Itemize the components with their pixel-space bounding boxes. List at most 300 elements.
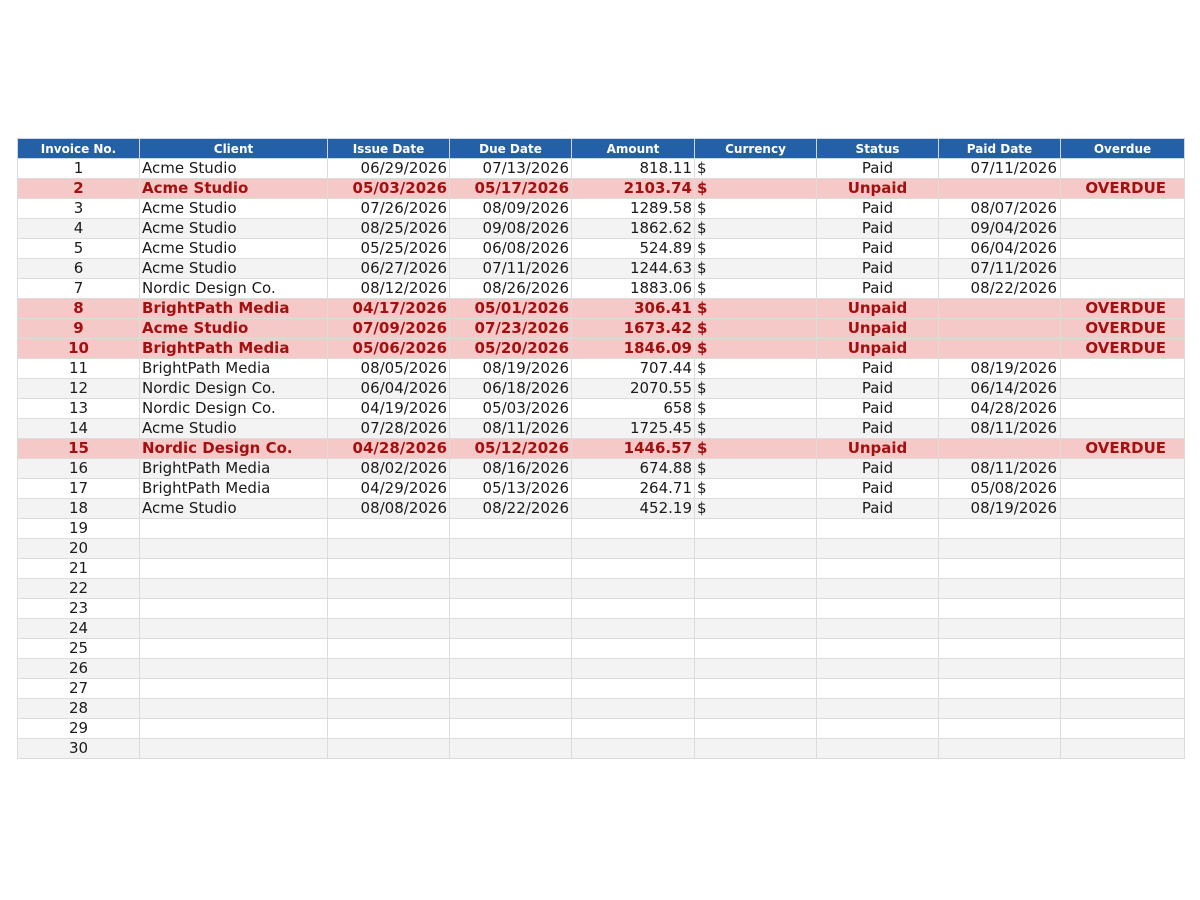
cell-paid-date[interactable]: [939, 539, 1061, 559]
cell-currency[interactable]: $: [695, 259, 817, 279]
cell-overdue-flag[interactable]: [1061, 219, 1185, 239]
table-row: [18, 499, 1185, 519]
cell-amount[interactable]: 1244.63: [572, 259, 695, 279]
cell-currency[interactable]: [695, 559, 817, 579]
cell-issue-date[interactable]: 05/25/2026: [328, 239, 450, 259]
cell-issue-date[interactable]: [328, 739, 450, 759]
cell-currency[interactable]: $: [695, 459, 817, 479]
cell-amount[interactable]: [572, 539, 695, 559]
cell-due-date[interactable]: 05/13/2026: [450, 479, 572, 499]
cell-invoice-no[interactable]: 28: [18, 699, 140, 719]
cell-invoice-no[interactable]: 1: [18, 159, 140, 179]
cell-due-date[interactable]: 06/08/2026: [450, 239, 572, 259]
cell-currency[interactable]: $: [695, 439, 817, 459]
cell-paid-date[interactable]: 06/14/2026: [939, 379, 1061, 399]
table-row: [18, 199, 1185, 219]
cell-status[interactable]: [817, 739, 939, 759]
cell-currency[interactable]: $: [695, 479, 817, 499]
cell-status[interactable]: Paid: [817, 459, 939, 479]
cell-client[interactable]: Acme Studio: [140, 419, 328, 439]
cell-due-date[interactable]: 08/19/2026: [450, 359, 572, 379]
cell-amount[interactable]: 1725.45: [572, 419, 695, 439]
cell-client[interactable]: [140, 539, 328, 559]
cell-amount[interactable]: 524.89: [572, 239, 695, 259]
cell-overdue-flag[interactable]: [1061, 379, 1185, 399]
cell-invoice-no[interactable]: 16: [18, 459, 140, 479]
cell-currency[interactable]: $: [695, 179, 817, 199]
cell-status[interactable]: Paid: [817, 379, 939, 399]
cell-paid-date[interactable]: [939, 679, 1061, 699]
cell-status[interactable]: [817, 539, 939, 559]
cell-status[interactable]: [817, 679, 939, 699]
cell-paid-date[interactable]: [939, 319, 1061, 339]
cell-status[interactable]: [817, 719, 939, 739]
header-paid-date[interactable]: Paid Date: [939, 139, 1061, 159]
cell-amount[interactable]: 1846.09: [572, 339, 695, 359]
cell-currency[interactable]: [695, 519, 817, 539]
cell-status[interactable]: [817, 579, 939, 599]
cell-currency[interactable]: $: [695, 199, 817, 219]
cell-currency[interactable]: [695, 659, 817, 679]
table-row: [18, 399, 1185, 419]
header-currency[interactable]: Currency: [695, 139, 817, 159]
cell-due-date[interactable]: 08/16/2026: [450, 459, 572, 479]
cell-overdue-flag[interactable]: [1061, 639, 1185, 659]
cell-overdue-flag[interactable]: OVERDUE: [1061, 339, 1185, 359]
table-row: [18, 159, 1185, 179]
cell-overdue-flag[interactable]: [1061, 659, 1185, 679]
cell-due-date[interactable]: 08/09/2026: [450, 199, 572, 219]
cell-due-date[interactable]: [450, 519, 572, 539]
cell-due-date[interactable]: 05/12/2026: [450, 439, 572, 459]
cell-issue-date[interactable]: 08/05/2026: [328, 359, 450, 379]
table-row: [18, 339, 1185, 359]
cell-overdue-flag[interactable]: [1061, 499, 1185, 519]
cell-due-date[interactable]: 06/18/2026: [450, 379, 572, 399]
cell-status[interactable]: Unpaid: [817, 299, 939, 319]
cell-paid-date[interactable]: [939, 439, 1061, 459]
table-row: [18, 239, 1185, 259]
cell-invoice-no[interactable]: 30: [18, 739, 140, 759]
cell-issue-date[interactable]: [328, 599, 450, 619]
cell-currency[interactable]: [695, 619, 817, 639]
cell-status[interactable]: Unpaid: [817, 179, 939, 199]
cell-client[interactable]: BrightPath Media: [140, 299, 328, 319]
cell-status[interactable]: Paid: [817, 399, 939, 419]
cell-paid-date[interactable]: 08/11/2026: [939, 459, 1061, 479]
cell-invoice-no[interactable]: 9: [18, 319, 140, 339]
cell-due-date[interactable]: [450, 659, 572, 679]
cell-issue-date[interactable]: [328, 679, 450, 699]
cell-amount[interactable]: 1883.06: [572, 279, 695, 299]
cell-invoice-no[interactable]: 14: [18, 419, 140, 439]
cell-overdue-flag[interactable]: [1061, 519, 1185, 539]
cell-paid-date[interactable]: [939, 299, 1061, 319]
cell-paid-date[interactable]: [939, 639, 1061, 659]
cell-currency[interactable]: $: [695, 219, 817, 239]
header-issue-date[interactable]: Issue Date: [328, 139, 450, 159]
cell-invoice-no[interactable]: 20: [18, 539, 140, 559]
cell-issue-date[interactable]: 08/25/2026: [328, 219, 450, 239]
cell-paid-date[interactable]: [939, 579, 1061, 599]
cell-currency[interactable]: $: [695, 359, 817, 379]
cell-overdue-flag[interactable]: [1061, 619, 1185, 639]
cell-issue-date[interactable]: 06/27/2026: [328, 259, 450, 279]
cell-paid-date[interactable]: [939, 739, 1061, 759]
table-row: [18, 359, 1185, 379]
cell-due-date[interactable]: 05/20/2026: [450, 339, 572, 359]
cell-overdue-flag[interactable]: [1061, 359, 1185, 379]
cell-paid-date[interactable]: 08/07/2026: [939, 199, 1061, 219]
cell-amount[interactable]: [572, 679, 695, 699]
cell-paid-date[interactable]: [939, 519, 1061, 539]
cell-issue-date[interactable]: 04/28/2026: [328, 439, 450, 459]
cell-currency[interactable]: $: [695, 379, 817, 399]
cell-invoice-no[interactable]: 13: [18, 399, 140, 419]
cell-due-date[interactable]: 08/26/2026: [450, 279, 572, 299]
table-header: [18, 139, 1185, 159]
cell-client[interactable]: BrightPath Media: [140, 479, 328, 499]
cell-invoice-no[interactable]: 19: [18, 519, 140, 539]
cell-client[interactable]: Acme Studio: [140, 179, 328, 199]
cell-invoice-no[interactable]: 10: [18, 339, 140, 359]
cell-paid-date[interactable]: [939, 179, 1061, 199]
cell-overdue-flag[interactable]: [1061, 539, 1185, 559]
header-overdue[interactable]: Overdue: [1061, 139, 1185, 159]
cell-invoice-no[interactable]: 5: [18, 239, 140, 259]
cell-amount[interactable]: 2103.74: [572, 179, 695, 199]
cell-overdue-flag[interactable]: [1061, 419, 1185, 439]
cell-invoice-no[interactable]: 21: [18, 559, 140, 579]
cell-due-date[interactable]: 07/23/2026: [450, 319, 572, 339]
table-row: [18, 279, 1185, 299]
cell-amount[interactable]: 818.11: [572, 159, 695, 179]
cell-paid-date[interactable]: 08/11/2026: [939, 419, 1061, 439]
cell-paid-date[interactable]: 08/22/2026: [939, 279, 1061, 299]
cell-due-date[interactable]: 07/13/2026: [450, 159, 572, 179]
cell-status[interactable]: [817, 519, 939, 539]
cell-invoice-no[interactable]: 18: [18, 499, 140, 519]
cell-currency[interactable]: [695, 699, 817, 719]
cell-amount[interactable]: 707.44: [572, 359, 695, 379]
cell-overdue-flag[interactable]: [1061, 459, 1185, 479]
cell-issue-date[interactable]: [328, 579, 450, 599]
cell-amount[interactable]: 1446.57: [572, 439, 695, 459]
cell-paid-date[interactable]: 07/11/2026: [939, 259, 1061, 279]
cell-paid-date[interactable]: [939, 699, 1061, 719]
cell-issue-date[interactable]: 08/12/2026: [328, 279, 450, 299]
cell-client[interactable]: [140, 679, 328, 699]
header-status[interactable]: Status: [817, 139, 939, 159]
cell-paid-date[interactable]: [939, 719, 1061, 739]
cell-overdue-flag[interactable]: OVERDUE: [1061, 319, 1185, 339]
cell-currency[interactable]: [695, 579, 817, 599]
cell-status[interactable]: [817, 659, 939, 679]
cell-status[interactable]: Paid: [817, 239, 939, 259]
cell-amount[interactable]: [572, 599, 695, 619]
cell-invoice-no[interactable]: 22: [18, 579, 140, 599]
table-row: [18, 519, 1185, 539]
cell-issue-date[interactable]: 04/17/2026: [328, 299, 450, 319]
cell-paid-date[interactable]: [939, 659, 1061, 679]
cell-currency[interactable]: $: [695, 279, 817, 299]
cell-client[interactable]: Acme Studio: [140, 499, 328, 519]
cell-issue-date[interactable]: 08/02/2026: [328, 459, 450, 479]
cell-status[interactable]: Paid: [817, 499, 939, 519]
cell-currency[interactable]: [695, 719, 817, 739]
cell-client[interactable]: [140, 739, 328, 759]
cell-overdue-flag[interactable]: OVERDUE: [1061, 299, 1185, 319]
cell-overdue-flag[interactable]: [1061, 679, 1185, 699]
cell-issue-date[interactable]: [328, 519, 450, 539]
cell-amount[interactable]: 1289.58: [572, 199, 695, 219]
cell-due-date[interactable]: 05/17/2026: [450, 179, 572, 199]
cell-overdue-flag[interactable]: [1061, 239, 1185, 259]
cell-overdue-flag[interactable]: [1061, 479, 1185, 499]
cell-issue-date[interactable]: 07/26/2026: [328, 199, 450, 219]
cell-client[interactable]: [140, 599, 328, 619]
cell-client[interactable]: Nordic Design Co.: [140, 399, 328, 419]
cell-status[interactable]: Paid: [817, 279, 939, 299]
cell-invoice-no[interactable]: 8: [18, 299, 140, 319]
cell-invoice-no[interactable]: 27: [18, 679, 140, 699]
cell-due-date[interactable]: [450, 719, 572, 739]
cell-due-date[interactable]: [450, 619, 572, 639]
cell-overdue-flag[interactable]: [1061, 159, 1185, 179]
cell-amount[interactable]: [572, 619, 695, 639]
cell-status[interactable]: Paid: [817, 259, 939, 279]
cell-amount[interactable]: 264.71: [572, 479, 695, 499]
cell-invoice-no[interactable]: 6: [18, 259, 140, 279]
cell-currency[interactable]: [695, 739, 817, 759]
cell-client[interactable]: Acme Studio: [140, 319, 328, 339]
cell-issue-date[interactable]: 06/04/2026: [328, 379, 450, 399]
cell-invoice-no[interactable]: 4: [18, 219, 140, 239]
cell-client[interactable]: BrightPath Media: [140, 339, 328, 359]
cell-overdue-flag[interactable]: [1061, 699, 1185, 719]
cell-issue-date[interactable]: [328, 619, 450, 639]
cell-currency[interactable]: [695, 639, 817, 659]
cell-invoice-no[interactable]: 12: [18, 379, 140, 399]
cell-amount[interactable]: 306.41: [572, 299, 695, 319]
cell-amount[interactable]: [572, 699, 695, 719]
cell-issue-date[interactable]: [328, 539, 450, 559]
cell-client[interactable]: Nordic Design Co.: [140, 379, 328, 399]
cell-due-date[interactable]: [450, 539, 572, 559]
cell-invoice-no[interactable]: 17: [18, 479, 140, 499]
cell-amount[interactable]: 658: [572, 399, 695, 419]
cell-due-date[interactable]: 07/11/2026: [450, 259, 572, 279]
cell-due-date[interactable]: 05/01/2026: [450, 299, 572, 319]
cell-issue-date[interactable]: 05/06/2026: [328, 339, 450, 359]
table-row: [18, 579, 1185, 599]
cell-client[interactable]: [140, 699, 328, 719]
cell-due-date[interactable]: [450, 699, 572, 719]
cell-amount[interactable]: 674.88: [572, 459, 695, 479]
cell-status[interactable]: [817, 559, 939, 579]
cell-status[interactable]: [817, 639, 939, 659]
cell-amount[interactable]: [572, 739, 695, 759]
cell-status[interactable]: [817, 619, 939, 639]
cell-issue-date[interactable]: [328, 559, 450, 579]
cell-client[interactable]: [140, 719, 328, 739]
cell-invoice-no[interactable]: 2: [18, 179, 140, 199]
header-due-date[interactable]: Due Date: [450, 139, 572, 159]
cell-due-date[interactable]: [450, 599, 572, 619]
cell-status[interactable]: Unpaid: [817, 339, 939, 359]
cell-paid-date[interactable]: 05/08/2026: [939, 479, 1061, 499]
cell-overdue-flag[interactable]: [1061, 279, 1185, 299]
cell-client[interactable]: [140, 559, 328, 579]
cell-currency[interactable]: $: [695, 499, 817, 519]
cell-currency[interactable]: [695, 539, 817, 559]
cell-client[interactable]: Nordic Design Co.: [140, 439, 328, 459]
cell-issue-date[interactable]: 05/03/2026: [328, 179, 450, 199]
cell-currency[interactable]: $: [695, 339, 817, 359]
cell-invoice-no[interactable]: 7: [18, 279, 140, 299]
cell-currency[interactable]: [695, 599, 817, 619]
cell-due-date[interactable]: 09/08/2026: [450, 219, 572, 239]
cell-issue-date[interactable]: 04/29/2026: [328, 479, 450, 499]
cell-paid-date[interactable]: [939, 339, 1061, 359]
table-row: [18, 459, 1185, 479]
cell-amount[interactable]: [572, 659, 695, 679]
header-invoice-no[interactable]: Invoice No.: [18, 139, 140, 159]
cell-due-date[interactable]: 08/11/2026: [450, 419, 572, 439]
cell-overdue-flag[interactable]: [1061, 399, 1185, 419]
cell-paid-date[interactable]: [939, 619, 1061, 639]
cell-amount[interactable]: 1673.42: [572, 319, 695, 339]
cell-status[interactable]: Paid: [817, 479, 939, 499]
table-row: [18, 679, 1185, 699]
cell-status[interactable]: Unpaid: [817, 319, 939, 339]
cell-currency[interactable]: [695, 679, 817, 699]
cell-issue-date[interactable]: 07/28/2026: [328, 419, 450, 439]
cell-client[interactable]: Acme Studio: [140, 239, 328, 259]
cell-issue-date[interactable]: [328, 639, 450, 659]
cell-amount[interactable]: [572, 719, 695, 739]
cell-invoice-no[interactable]: 26: [18, 659, 140, 679]
header-client[interactable]: Client: [140, 139, 328, 159]
cell-status[interactable]: Paid: [817, 219, 939, 239]
header-row: [18, 139, 1185, 159]
cell-overdue-flag[interactable]: [1061, 559, 1185, 579]
cell-amount[interactable]: [572, 519, 695, 539]
cell-invoice-no[interactable]: 25: [18, 639, 140, 659]
cell-amount[interactable]: 452.19: [572, 499, 695, 519]
cell-status[interactable]: Paid: [817, 159, 939, 179]
cell-amount[interactable]: [572, 559, 695, 579]
cell-client[interactable]: Acme Studio: [140, 199, 328, 219]
cell-overdue-flag[interactable]: [1061, 719, 1185, 739]
cell-invoice-no[interactable]: 29: [18, 719, 140, 739]
cell-due-date[interactable]: [450, 739, 572, 759]
cell-overdue-flag[interactable]: [1061, 259, 1185, 279]
cell-issue-date[interactable]: 06/29/2026: [328, 159, 450, 179]
cell-due-date[interactable]: [450, 639, 572, 659]
cell-paid-date[interactable]: [939, 559, 1061, 579]
cell-paid-date[interactable]: 06/04/2026: [939, 239, 1061, 259]
cell-invoice-no[interactable]: 11: [18, 359, 140, 379]
cell-paid-date[interactable]: 07/11/2026: [939, 159, 1061, 179]
cell-paid-date[interactable]: 08/19/2026: [939, 359, 1061, 379]
cell-issue-date[interactable]: [328, 699, 450, 719]
cell-invoice-no[interactable]: 23: [18, 599, 140, 619]
cell-status[interactable]: [817, 599, 939, 619]
cell-issue-date[interactable]: [328, 719, 450, 739]
cell-status[interactable]: Paid: [817, 359, 939, 379]
cell-paid-date[interactable]: 04/28/2026: [939, 399, 1061, 419]
cell-currency[interactable]: $: [695, 419, 817, 439]
cell-overdue-flag[interactable]: OVERDUE: [1061, 439, 1185, 459]
cell-client[interactable]: [140, 619, 328, 639]
cell-client[interactable]: [140, 639, 328, 659]
cell-amount[interactable]: 2070.55: [572, 379, 695, 399]
cell-issue-date[interactable]: 04/19/2026: [328, 399, 450, 419]
cell-issue-date[interactable]: 07/09/2026: [328, 319, 450, 339]
cell-paid-date[interactable]: 08/19/2026: [939, 499, 1061, 519]
table-row: [18, 559, 1185, 579]
cell-status[interactable]: Paid: [817, 199, 939, 219]
table-row: [18, 439, 1185, 459]
cell-currency[interactable]: $: [695, 239, 817, 259]
cell-status[interactable]: Paid: [817, 419, 939, 439]
cell-invoice-no[interactable]: 3: [18, 199, 140, 219]
cell-invoice-no[interactable]: 24: [18, 619, 140, 639]
table-row: [18, 659, 1185, 679]
cell-currency[interactable]: $: [695, 299, 817, 319]
cell-overdue-flag[interactable]: [1061, 199, 1185, 219]
cell-client[interactable]: Acme Studio: [140, 259, 328, 279]
table-row: [18, 419, 1185, 439]
cell-paid-date[interactable]: [939, 599, 1061, 619]
cell-amount[interactable]: [572, 579, 695, 599]
cell-issue-date[interactable]: 08/08/2026: [328, 499, 450, 519]
cell-due-date[interactable]: 05/03/2026: [450, 399, 572, 419]
cell-due-date[interactable]: [450, 559, 572, 579]
cell-currency[interactable]: $: [695, 399, 817, 419]
header-amount[interactable]: Amount: [572, 139, 695, 159]
cell-status[interactable]: [817, 699, 939, 719]
cell-client[interactable]: Acme Studio: [140, 219, 328, 239]
cell-overdue-flag[interactable]: [1061, 579, 1185, 599]
cell-paid-date[interactable]: 09/04/2026: [939, 219, 1061, 239]
cell-due-date[interactable]: [450, 579, 572, 599]
cell-overdue-flag[interactable]: OVERDUE: [1061, 179, 1185, 199]
cell-overdue-flag[interactable]: [1061, 599, 1185, 619]
cell-client[interactable]: [140, 519, 328, 539]
cell-currency[interactable]: $: [695, 319, 817, 339]
table-row: [18, 179, 1185, 199]
cell-overdue-flag[interactable]: [1061, 739, 1185, 759]
cell-invoice-no[interactable]: 15: [18, 439, 140, 459]
cell-client[interactable]: Nordic Design Co.: [140, 279, 328, 299]
cell-issue-date[interactable]: [328, 659, 450, 679]
cell-currency[interactable]: $: [695, 159, 817, 179]
cell-amount[interactable]: [572, 639, 695, 659]
table-row: [18, 319, 1185, 339]
cell-status[interactable]: Unpaid: [817, 439, 939, 459]
cell-due-date[interactable]: [450, 679, 572, 699]
cell-client[interactable]: BrightPath Media: [140, 459, 328, 479]
cell-client[interactable]: Acme Studio: [140, 159, 328, 179]
cell-client[interactable]: [140, 659, 328, 679]
cell-amount[interactable]: 1862.62: [572, 219, 695, 239]
cell-client[interactable]: [140, 579, 328, 599]
table-row: [18, 299, 1185, 319]
cell-client[interactable]: BrightPath Media: [140, 359, 328, 379]
cell-due-date[interactable]: 08/22/2026: [450, 499, 572, 519]
